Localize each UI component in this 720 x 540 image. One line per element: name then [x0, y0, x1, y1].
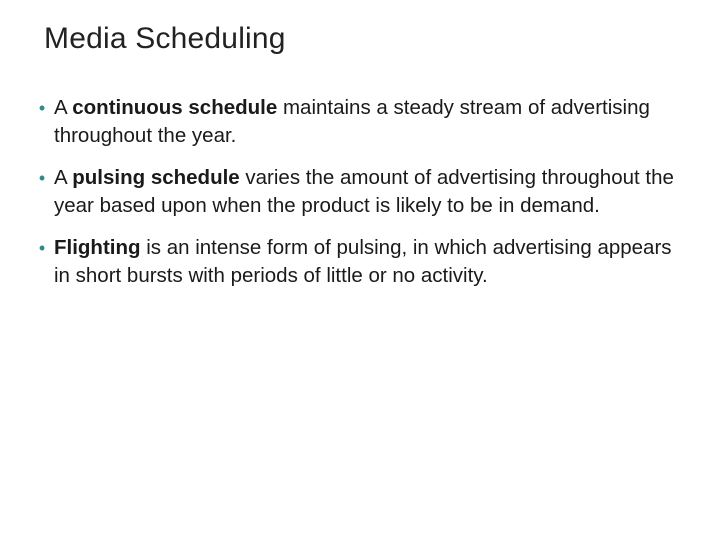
bullet-lead: A [54, 96, 73, 119]
bullet-term: continuous schedule [72, 96, 278, 119]
bullet-dot-icon: • [38, 168, 46, 188]
bullet-term: Flighting [54, 236, 141, 259]
bullet-dot-icon: • [38, 98, 46, 118]
slide-title: Media Scheduling [44, 22, 286, 55]
bullet-text: maintains a steady stream of advertising throughout the year. [54, 96, 650, 147]
bullet-term: pulsing schedule [72, 166, 240, 189]
bullet-list [30, 94, 690, 304]
bullet-text: is an intense form of pulsing, in which advertising appears in short bursts with periods of little or no activity. [54, 236, 672, 287]
bullet-text: varies the amount of advertising throughout the year based upon when the product is likely to be in demand. [54, 166, 674, 217]
bullet-dot-icon: • [38, 238, 46, 258]
bullet-continuous-schedule [30, 94, 690, 150]
bullet-pulsing-schedule [30, 164, 690, 220]
bullet-lead: A [54, 166, 73, 189]
bullet-flighting [30, 234, 690, 290]
